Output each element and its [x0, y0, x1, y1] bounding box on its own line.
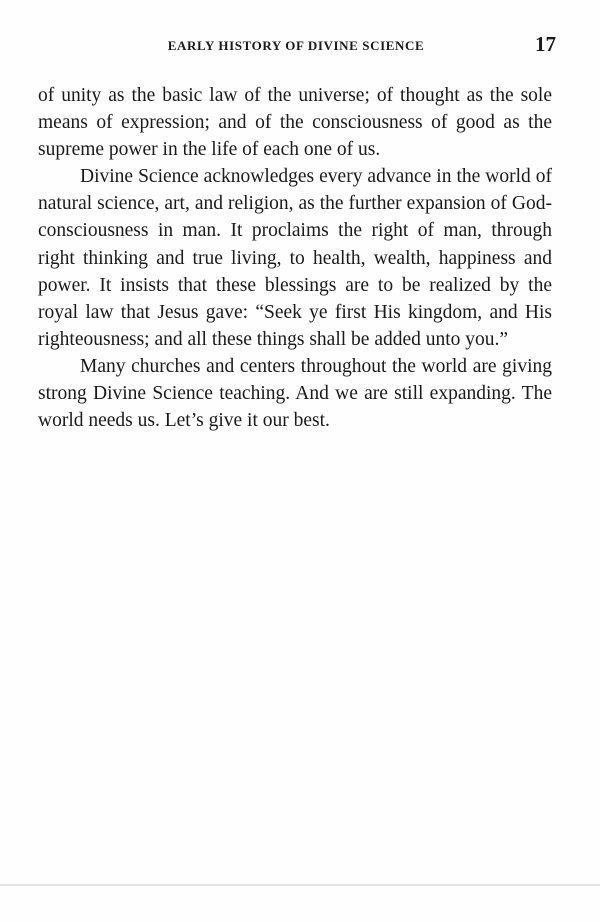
paragraph: Divine Science acknowledges every advance in the world of natural science, art, and religion, as the further expansion of God-consciousness in man. It proclaims the right of man, through right thinking and true living, to health, wealth, happiness and power. It insists that these blessings are to be realized by the royal law that Jesus gave: “Seek ye first His kingdom, and His righteousness; and all these things shall be added unto you.”	[38, 166, 552, 350]
paragraph: Many churches and centers throughout the world are giving strong Divine Science teaching. And we are still expanding. The world needs us. Let’s give it our best.	[38, 355, 552, 432]
body-text	[38, 82, 552, 434]
paragraph-continued: of unity as the basic law of the universe; of thought as the sole means of expression; and of the consciousness of good as the supreme power in the life of each one of us.	[38, 85, 552, 161]
page-number: 17	[535, 32, 556, 56]
running-head	[36, 34, 556, 58]
page-edge-line	[0, 884, 600, 886]
running-title: EARLY HISTORY OF DIVINE SCIENCE	[167, 38, 425, 53]
